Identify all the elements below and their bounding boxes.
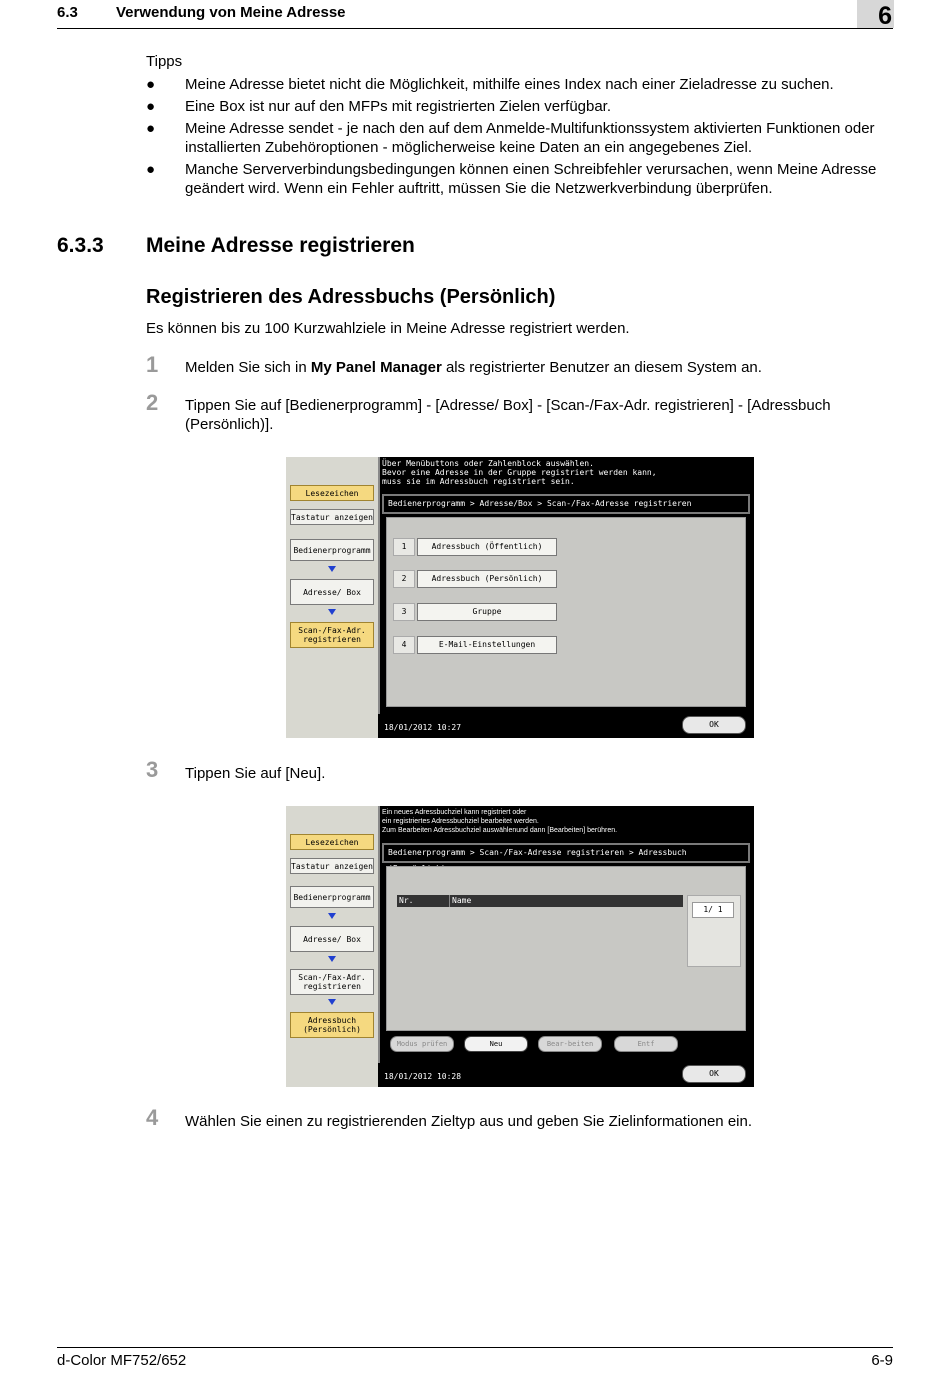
bullet-icon: ●: [146, 161, 156, 178]
list-content: [386, 866, 746, 1031]
tip-text: Meine Adresse sendet - je nach den auf dem Anmelde-Multifunktionssystem aktivierten Funktionen oder installierten Zubehöroptionen - möglicherweise keine Daten an ein angegebenes Ziel.: [185, 120, 875, 156]
scan-fax-register-button[interactable]: Scan-/Fax-Adr. registrieren: [290, 969, 374, 995]
menu-number: 4: [393, 636, 415, 654]
arrow-down-icon: [328, 999, 336, 1005]
tip-text: Meine Adresse bietet nicht die Möglichkeit, mithilfe eines Index nach einer Zieladresse zu suchen.: [185, 76, 834, 93]
menu-content: [386, 517, 746, 707]
step-text-bold: My Panel Manager: [310, 359, 442, 376]
arrow-down-icon: [328, 913, 336, 919]
email-settings-button[interactable]: E-Mail-Einstellungen: [417, 636, 557, 654]
addressbook-personal-button[interactable]: Adressbuch (Persönlich): [290, 1012, 374, 1038]
chapter-number: 6: [878, 2, 892, 30]
left-panel: [286, 806, 380, 1087]
message-line: Zum Bearbeiten Adressbuchziel auswählenund dann [Bearbeiten] berühren.: [382, 827, 618, 834]
addressbook-public-button[interactable]: Adressbuch (Öffentlich): [417, 538, 557, 556]
left-panel: [286, 457, 380, 738]
step-text-pre: Melden Sie sich in: [185, 359, 311, 376]
column-header-name: Name: [449, 895, 471, 907]
step-text-post: als registrierter Benutzer an diesem System an.: [441, 359, 762, 376]
intro-text: Es können bis zu 100 Kurzwahlziele in Meine Adresse registriert werden.: [146, 320, 630, 337]
bookmark-button[interactable]: Lesezeichen: [290, 485, 374, 501]
page-panel: [687, 895, 741, 967]
footer-page-number: 6-9: [871, 1352, 893, 1369]
step-number: 4: [146, 1105, 159, 1130]
addressbook-personal-button[interactable]: Adressbuch (Persönlich): [417, 570, 557, 588]
step-text: Tippen Sie auf [Neu].: [185, 765, 326, 782]
tips-title: Tipps: [146, 53, 183, 70]
bullet-icon: ●: [146, 76, 156, 93]
section-number: 6.3.3: [57, 234, 104, 257]
screenshot-addressbook-personal: [286, 806, 754, 1087]
message-line: muss sie im Adressbuch registriert sein.: [382, 477, 575, 486]
section-title: Meine Adresse registrieren: [146, 234, 415, 257]
tips-list: [146, 75, 886, 201]
arrow-down-icon: [328, 566, 336, 572]
new-button[interactable]: Neu: [464, 1036, 528, 1052]
step-number: 3: [146, 757, 159, 782]
footer-model: d-Color MF752/652: [57, 1352, 187, 1369]
message-line: Bevor eine Adresse in der Gruppe registriert werden kann,: [382, 468, 657, 477]
header-section-title: Verwendung von Meine Adresse: [116, 4, 346, 21]
page-indicator: 1/ 1: [692, 902, 734, 918]
message-line: ein registriertes Adressbuchziel bearbeitet werden.: [382, 818, 539, 825]
step-number: 1: [146, 352, 159, 377]
header-divider: [57, 28, 893, 29]
bullet-icon: ●: [146, 120, 156, 137]
date-time: 18/01/2012 10:28: [384, 1072, 462, 1081]
breadcrumb: Bedienerprogramm > Adresse/Box > Scan-/Fax-Adresse registrieren: [382, 494, 750, 514]
chapter-number-box: [857, 0, 894, 28]
group-button[interactable]: Gruppe: [417, 603, 557, 621]
subsection-title: Registrieren des Adressbuchs (Persönlich): [146, 286, 556, 308]
utility-button[interactable]: Bedienerprogramm: [290, 886, 374, 908]
delete-button[interactable]: Entf: [614, 1036, 678, 1052]
keypad-button[interactable]: Tastatur anzeigen: [290, 858, 374, 874]
bullet-icon: ●: [146, 98, 156, 115]
table-header: [397, 895, 683, 907]
list-item: [146, 75, 886, 94]
utility-button[interactable]: Bedienerprogramm: [290, 539, 374, 561]
keypad-button[interactable]: Tastatur anzeigen: [290, 509, 374, 525]
check-mode-button[interactable]: Modus prüfen: [390, 1036, 454, 1052]
breadcrumb: Bedienerprogramm > Scan-/Fax-Adresse registrieren > Adressbuch: [382, 843, 750, 863]
tip-text: Eine Box ist nur auf den MFPs mit registrierten Zielen verfügbar.: [185, 98, 612, 115]
screen-message: [382, 808, 750, 835]
tip-text: Manche Serververbindungsbedingungen können einen Schreibfehler verursachen, wenn Meine Adresse geändert wird. Wenn ein Fehler auftritt, müssen Sie die Netzwerkverbindung überprüfen.: [185, 161, 877, 197]
arrow-down-icon: [328, 956, 336, 962]
step-number: 2: [146, 390, 159, 415]
column-header-nr: Nr.: [399, 896, 414, 905]
address-box-button[interactable]: Adresse/ Box: [290, 579, 374, 605]
step-text: [185, 358, 885, 377]
date-time: 18/01/2012 10:27: [384, 723, 462, 732]
message-line: Ein neues Adressbuchziel kann registriert oder: [382, 809, 527, 816]
screen-message: [382, 459, 750, 486]
list-item: [146, 160, 886, 198]
menu-number: 3: [393, 603, 415, 621]
menu-number: 1: [393, 538, 415, 556]
step-text: Tippen Sie auf [Bedienerprogramm] - [Adresse/ Box] - [Scan-/Fax-Adr. registrieren] - [Adressbuch (Persönlich)].: [185, 397, 831, 433]
edit-button[interactable]: Bear-beiten: [538, 1036, 602, 1052]
list-item: [146, 119, 886, 157]
ok-button[interactable]: OK: [682, 716, 746, 734]
address-box-button[interactable]: Adresse/ Box: [290, 926, 374, 952]
bookmark-button[interactable]: Lesezeichen: [290, 834, 374, 850]
menu-number: 2: [393, 570, 415, 588]
arrow-down-icon: [328, 609, 336, 615]
ok-button[interactable]: OK: [682, 1065, 746, 1083]
scan-fax-register-button[interactable]: Scan-/Fax-Adr. registrieren: [290, 622, 374, 648]
header-section-number: 6.3: [57, 4, 78, 21]
footer-divider: [57, 1347, 893, 1348]
message-line: Über Menübuttons oder Zahlenblock auswählen.: [382, 459, 594, 468]
screenshot-address-menu: [286, 457, 754, 738]
list-item: [146, 97, 886, 116]
step-text: Wählen Sie einen zu registrierenden Zieltyp aus und geben Sie Zielinformationen ein.: [185, 1113, 753, 1130]
